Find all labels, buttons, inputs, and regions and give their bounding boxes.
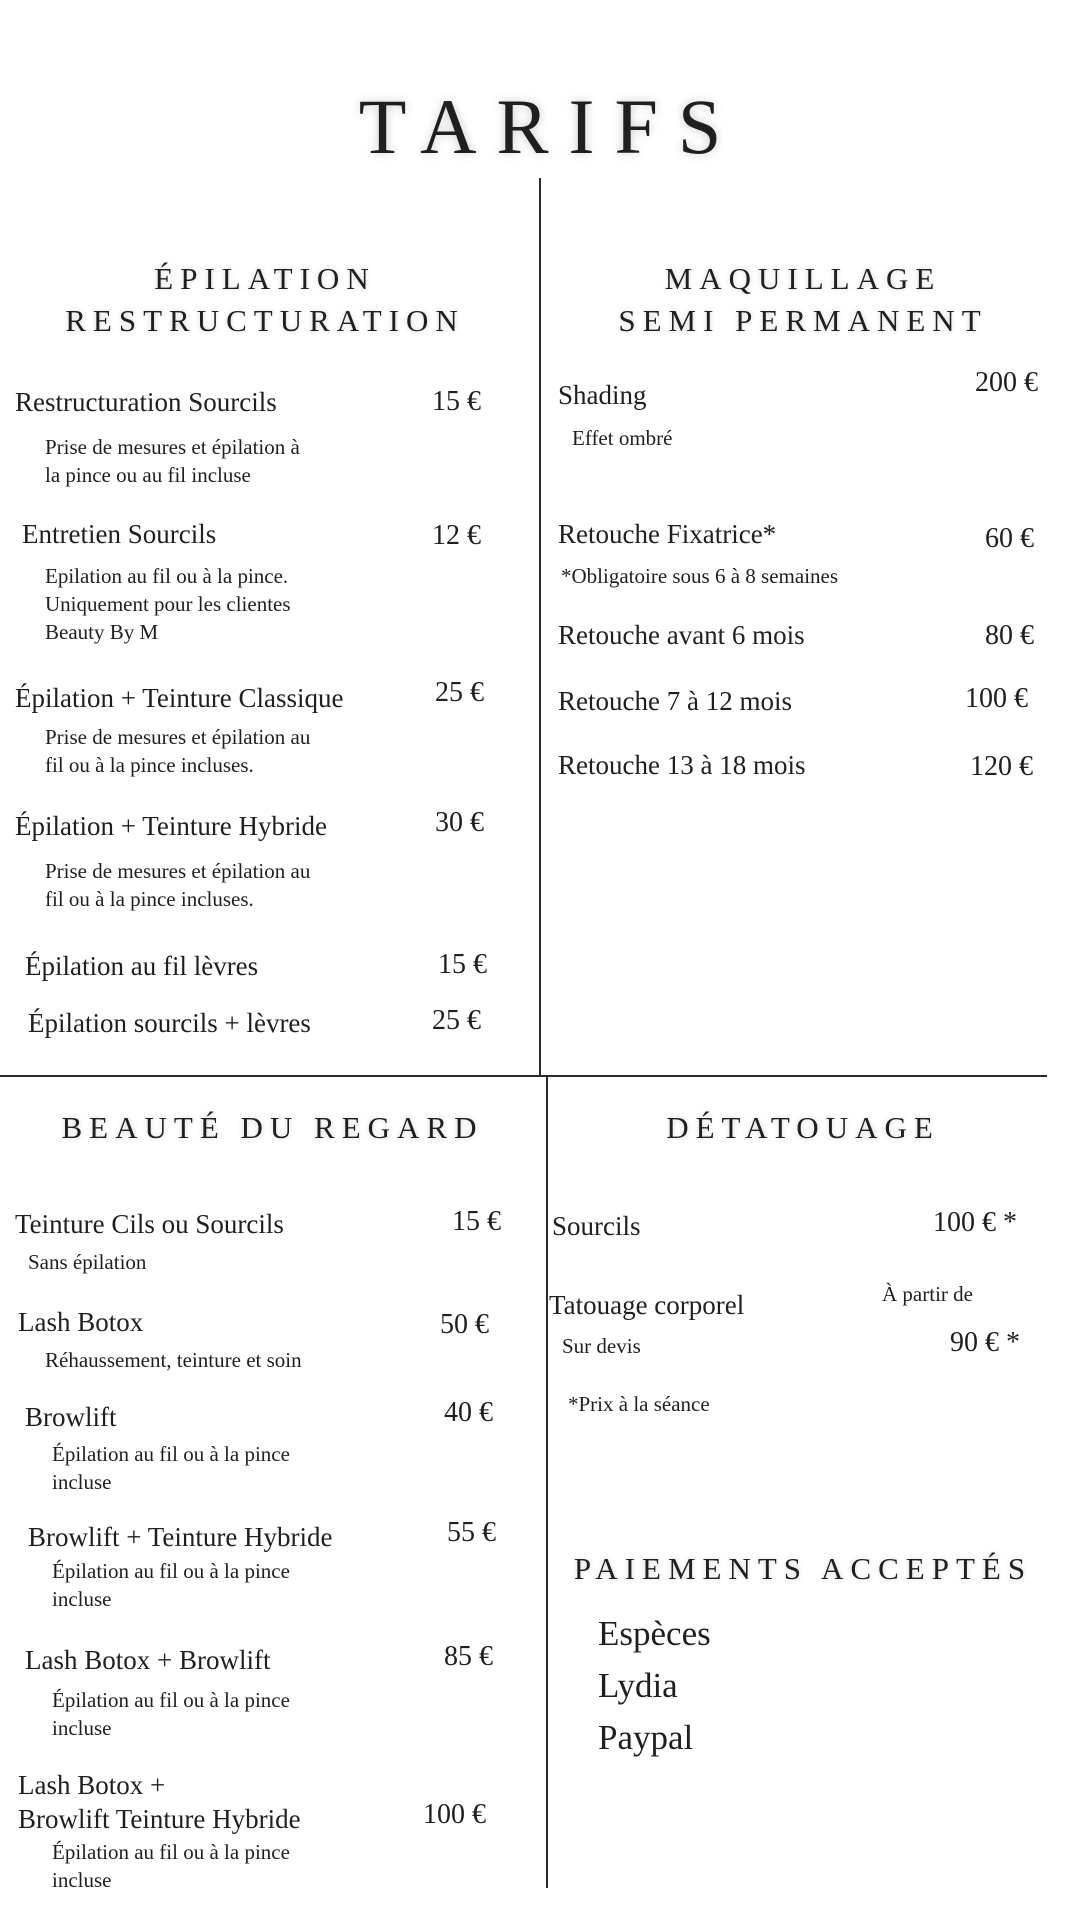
service-name: Browlift (25, 1402, 117, 1432)
vertical-divider-top (539, 178, 541, 1076)
service-description: *Obligatoire sous 6 à 8 semaines (561, 564, 839, 588)
heading-line: MAQUILLAGE (664, 261, 942, 296)
service-description: Prise de mesures et épilation au fil ou à la pince incluses. (45, 859, 311, 911)
payment-method: Espèces (598, 1614, 711, 1653)
vertical-divider-bottom (546, 1076, 548, 1888)
service-name: Retouche Fixatrice* (558, 519, 777, 549)
service-price: 15 € (432, 386, 481, 417)
service-price: 25 € (435, 677, 484, 708)
service-name: Tatouage corporel (549, 1290, 745, 1320)
service-description: Épilation au fil ou à la pince incluse (52, 1840, 290, 1892)
service-description: Réhaussement, teinture et soin (45, 1348, 302, 1372)
service-name: Lash Botox + Browlift (25, 1645, 271, 1675)
page-title: TARIFS (358, 83, 742, 170)
price-prefix: À partir de (882, 1282, 973, 1306)
section-heading-detatouage: DÉTATOUAGE (666, 1110, 940, 1145)
service-description: Épilation au fil ou à la pince incluse (52, 1442, 290, 1494)
price-note: *Prix à la séance (568, 1392, 710, 1416)
payment-method: Paypal (598, 1718, 694, 1757)
heading-line: SEMI PERMANENT (618, 303, 988, 338)
service-price: 100 € (965, 683, 1028, 714)
service-name: Épilation sourcils + lèvres (28, 1008, 311, 1038)
service-name: Entretien Sourcils (22, 519, 217, 549)
service-price: 100 € (423, 1799, 486, 1830)
service-name: Épilation + Teinture Hybride (15, 811, 328, 841)
section-heading-maquillage (548, 258, 1058, 342)
service-name: Sourcils (552, 1211, 641, 1241)
service-price: 200 € (975, 367, 1038, 398)
service-description: Prise de mesures et épilation à la pince ou au fil incluse (45, 435, 300, 487)
service-name: Restructuration Sourcils (15, 387, 277, 417)
service-price: 12 € (432, 520, 481, 551)
section-heading-regard: BEAUTÉ DU REGARD (61, 1110, 484, 1145)
service-price: 60 € (985, 523, 1034, 554)
service-price: 30 € (435, 807, 484, 838)
service-price: 85 € (444, 1641, 493, 1672)
service-description: Prise de mesures et épilation au fil ou à la pince incluses. (45, 725, 311, 777)
heading-line: RESTRUCTURATION (65, 303, 465, 338)
service-name: Retouche 7 à 12 mois (558, 686, 792, 716)
service-price: 25 € (432, 1005, 481, 1036)
service-price: 50 € (440, 1309, 489, 1340)
service-name: Browlift + Teinture Hybride (28, 1522, 333, 1552)
service-name: Lash Botox (18, 1307, 144, 1337)
service-name: Retouche 13 à 18 mois (558, 750, 806, 780)
service-description: Sans épilation (28, 1250, 147, 1274)
service-price: 15 € (438, 949, 487, 980)
service-description: Effet ombré (572, 426, 673, 450)
service-description: Sur devis (562, 1334, 641, 1358)
service-price: 120 € (970, 751, 1033, 782)
section-heading-paiements: PAIEMENTS ACCEPTÉS (573, 1551, 1033, 1586)
payment-methods-list (598, 1608, 711, 1764)
service-price: 90 € * (950, 1327, 1020, 1358)
service-name: Épilation au fil lèvres (25, 951, 259, 981)
service-name: Teinture Cils ou Sourcils (15, 1209, 284, 1239)
service-price: 80 € (985, 620, 1034, 651)
service-name: Lash Botox + Browlift Teinture Hybride (18, 1770, 301, 1834)
service-name: Shading (558, 380, 647, 410)
service-price: 100 € * (933, 1207, 1017, 1238)
service-description: Épilation au fil ou à la pince incluse (52, 1688, 290, 1740)
payment-method: Lydia (598, 1666, 678, 1705)
service-price: 55 € (447, 1517, 496, 1548)
service-name: Épilation + Teinture Classique (15, 683, 344, 713)
service-description: Épilation au fil ou à la pince incluse (52, 1559, 290, 1611)
horizontal-divider (0, 1075, 1047, 1077)
service-description: Epilation au fil ou à la pince. Uniquement pour les clientes Beauty By M (45, 564, 291, 644)
heading-line: ÉPILATION (154, 261, 376, 296)
service-name: Retouche avant 6 mois (558, 620, 805, 650)
section-heading-epilation (0, 258, 530, 342)
service-price: 15 € (452, 1206, 501, 1237)
service-price: 40 € (444, 1397, 493, 1428)
